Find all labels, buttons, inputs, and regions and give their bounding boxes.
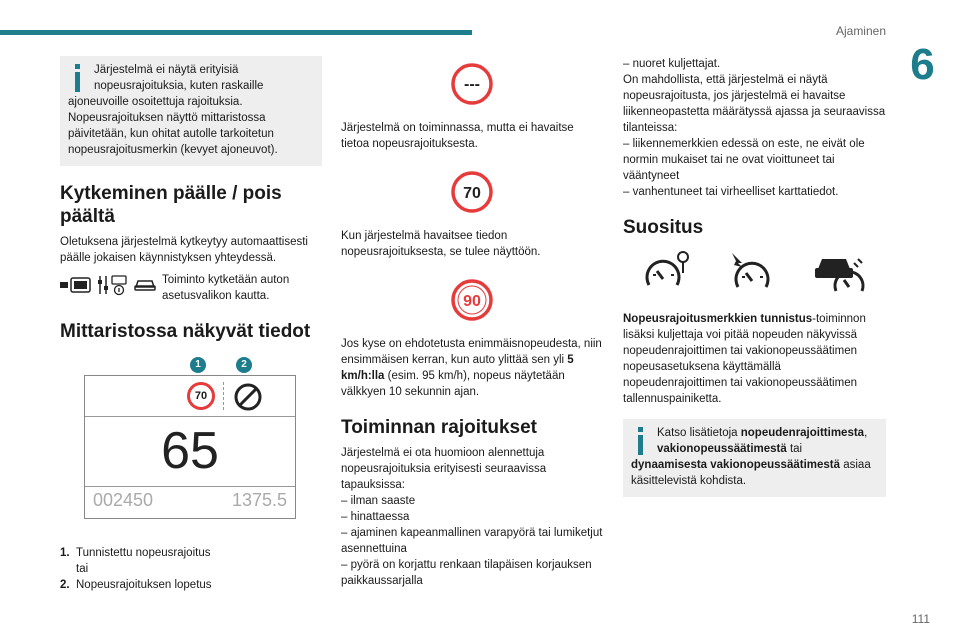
legend-item: 2. Nopeusrajoituksen lopetus <box>60 579 212 591</box>
heading-display: Mittaristossa näkyvät tiedot <box>60 321 311 342</box>
section-title: Ajaminen <box>835 24 886 38</box>
column-2 <box>341 56 603 589</box>
trip-meter: 1375.5 <box>231 490 287 510</box>
current-speed: 65 <box>161 422 219 480</box>
speed-sign-70-icon <box>450 170 494 214</box>
legend-list <box>60 545 322 593</box>
paragraph-default: Oletuksena järjestelmä kytkeytyy automaattisesti päälle jokaisen käynnistyksen yhteydessä. <box>60 236 308 264</box>
list-item: – pyörä on korjattu renkaan tilapäisen korjauksen paikkaussarjalla <box>341 559 592 587</box>
speed-limit-sign: 70 <box>187 382 215 410</box>
callout-2: 2 <box>236 357 252 373</box>
touchscreen-icon <box>60 277 92 293</box>
end-of-limit-icon <box>233 382 263 412</box>
heading-limits: Toiminnan rajoitukset <box>341 417 538 438</box>
list-item: – vanhentuneet tai virheelliset karttatiedot. <box>623 186 839 198</box>
list-item: – ilman saaste <box>341 495 416 507</box>
cases-list <box>623 136 886 200</box>
recommendation-icons <box>623 249 886 293</box>
list-item: – nuoret kuljettajat. <box>623 58 721 70</box>
paragraph-detect: Kun järjestelmä havaitsee tiedon nopeusrajoituksesta, se tulee näyttöön. <box>341 230 541 258</box>
instrument-panel-illustration <box>80 357 298 519</box>
svg-text:---: --- <box>464 76 480 93</box>
paragraph-menu: Toiminto kytketään auton asetusvalikon kautta. <box>162 274 290 302</box>
info-box-2 <box>623 419 886 497</box>
list-item: – liikennemerkkien edessä on este, ne eivät ole normin mukaiset tai ne ovat vioittuneet tai vääntyneet <box>623 138 865 182</box>
speed-sign-90-icon <box>450 278 494 322</box>
heading-recommendation: Suositus <box>623 217 704 238</box>
info-icon <box>72 64 86 94</box>
info-box <box>60 56 322 166</box>
info-text: Järjestelmä ei näytä erityisiä nopeusrajoituksia, kuten raskaille ajoneuvoille osoitettuja rajoituksia. Nopeusrajoituksen näyttö mittaristossa päivitetään, kun ohitat autolle tarkoitetun nopeusrajoitusmerkin (kevyet ajoneuvot). <box>68 64 278 156</box>
page-number: 111 <box>911 612 930 626</box>
speed-limiter-icon <box>643 249 691 293</box>
top-accent-bar <box>0 30 472 35</box>
cruise-control-icon <box>728 249 776 293</box>
column-1 <box>60 56 322 593</box>
svg-text:70: 70 <box>463 185 481 202</box>
sign-70 <box>341 170 603 214</box>
info-icon <box>635 427 649 457</box>
instrument-display <box>84 375 296 519</box>
paragraph-recommendation: Nopeusrajoitusmerkkien tunnistus-toiminnon lisäksi kuljettaja voi pitää nopeuden näkyvissä nopeudenrajoittimen tai vakionopeussäätimen nopeusasetuksena käyttämällä nopeudenrajoittimen tai vakionopeussäätimen tallennuspainiketta. <box>623 313 866 405</box>
menu-row <box>60 272 322 304</box>
paragraph-cases: On mahdollista, että järjestelmä ei näytä nopeusrajoitusta, jos järjestelmä ei havaitse liikenneopastetta määrätyssä ajassa ja seuraavissa tilanteissa: <box>623 74 886 134</box>
limits-list <box>341 493 603 589</box>
svg-text:90: 90 <box>463 293 481 310</box>
car-icon <box>134 277 156 293</box>
adaptive-cruise-icon <box>812 249 866 293</box>
column-3 <box>623 56 886 497</box>
sign-90 <box>341 278 603 322</box>
separator <box>223 382 225 410</box>
paragraph-limits: Järjestelmä ei ota huomioon alennettuja nopeusrajoituksia erityisesti seuraavissa tapauksissa: <box>341 447 547 491</box>
paragraph-active: Järjestelmä on toiminnassa, mutta ei havaitse tietoa nopeusrajoituksesta. <box>341 122 574 150</box>
list-item: – ajaminen kapeanmallinen varapyörä tai lumiketjut asennettuina <box>341 527 603 555</box>
no-data-sign-icon <box>450 62 494 106</box>
paragraph-first-exceed: Jos kyse on ehdotetusta enimmäisnopeudesta, niin ensimmäisen kerran, kun auto ylittää sen yli 5 km/h:lla (esim. 95 km/h), nopeus näytetään välkkyen 10 sekunnin ajan. <box>341 338 602 398</box>
chapter-number: 6 <box>910 40 935 89</box>
settings-icon <box>97 274 129 296</box>
heading-switch: Kytkeminen päälle / pois päältä <box>60 183 282 227</box>
list-item: – hinattaessa <box>341 511 410 523</box>
callout-1: 1 <box>190 357 206 373</box>
no-data-sign <box>341 62 603 106</box>
legend-item: 1. Tunnistettu nopeusrajoitus tai <box>60 547 211 575</box>
odometer: 002450 <box>93 490 154 510</box>
info-text-2: Katso lisätietoja nopeudenrajoittimesta, vakionopeussäätimestä tai dynaamisesta vakionopeussäätimestä asiaa käsittelevistä kohdista. <box>631 427 871 487</box>
